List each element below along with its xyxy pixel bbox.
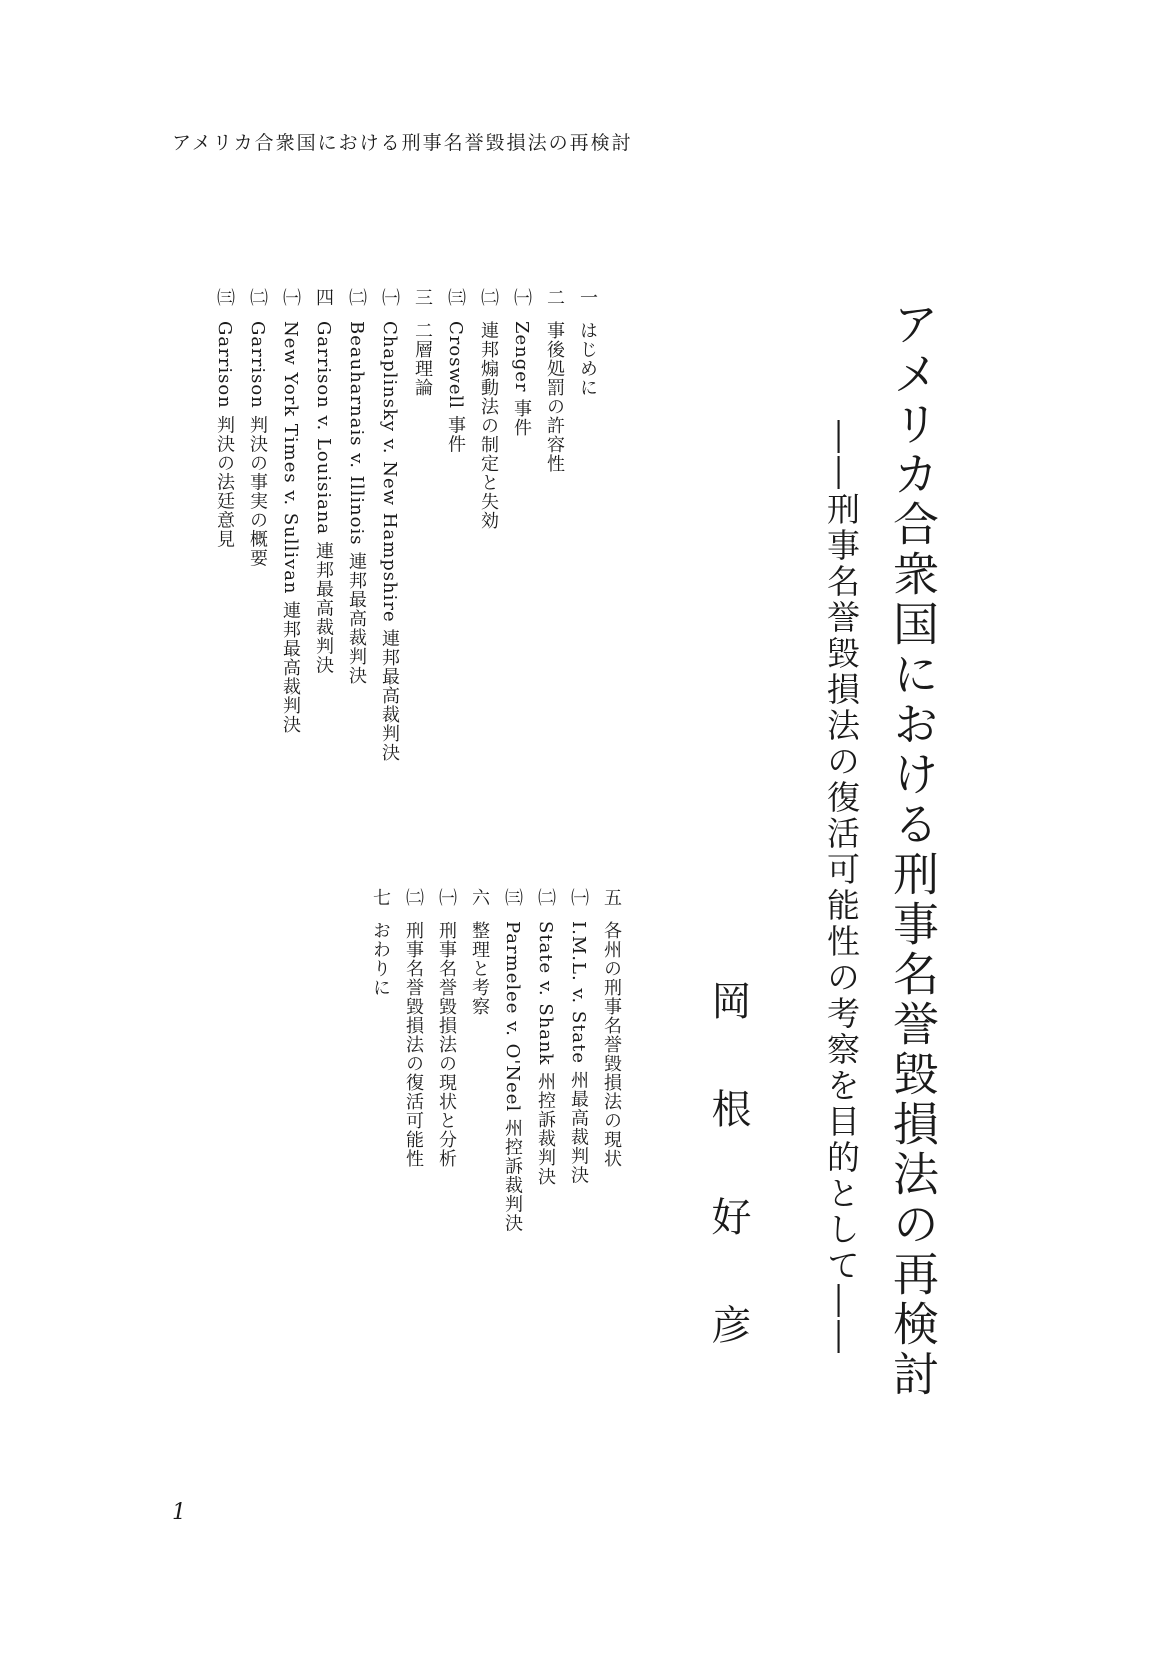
toc-text: 事後処罰の許容性 — [544, 321, 565, 473]
toc-entry — [534, 288, 567, 762]
toc-number: ㈠ — [436, 888, 457, 907]
toc-entry — [303, 288, 336, 762]
toc-entry — [204, 288, 237, 762]
toc-text: 刑事名誉毀損法の復活可能性 — [403, 921, 424, 1168]
toc-entry — [360, 888, 393, 1233]
toc-text: Garrison 判決の法廷意見 — [214, 321, 235, 549]
toc-text: State v. Shank 州控訴裁判決 — [535, 921, 556, 1187]
table-of-contents-part-1 — [204, 288, 600, 762]
toc-number: ㈡ — [403, 888, 424, 907]
toc-number: ㈢ — [445, 288, 466, 307]
article-title: アメリカ合衆国における刑事名誉毀損法の再検討 — [886, 300, 940, 1400]
toc-text: Garrison 判決の事実の概要 — [247, 321, 268, 568]
toc-number: ㈠ — [511, 288, 532, 307]
author-name: 岡根好彦 — [705, 980, 751, 1412]
toc-entry — [369, 288, 402, 762]
toc-entry — [270, 288, 303, 762]
toc-number: ㈠ — [379, 288, 400, 307]
toc-text: 刑事名誉毀損法の現状と分析 — [436, 921, 457, 1168]
toc-text: Parmelee v. O'Neel 州控訴裁判決 — [502, 921, 523, 1233]
toc-text: はじめに — [577, 321, 598, 397]
toc-entry — [492, 888, 525, 1233]
toc-number: ㈠ — [280, 288, 301, 307]
toc-text: New York Times v. Sullivan 連邦最高裁判決 — [280, 321, 301, 735]
toc-number: ㈡ — [535, 888, 556, 907]
toc-entry — [525, 888, 558, 1233]
toc-text: 二層理論 — [412, 321, 433, 397]
toc-text: I.M.L. v. State 州最高裁判決 — [568, 921, 589, 1185]
toc-number: 二 — [544, 288, 565, 307]
toc-entry — [393, 888, 426, 1233]
toc-entry — [402, 288, 435, 762]
toc-number: 七 — [370, 888, 391, 907]
table-of-contents-part-2 — [360, 888, 624, 1233]
toc-number: ㈢ — [214, 288, 235, 307]
toc-text: 各州の刑事名誉毀損法の現状 — [601, 921, 622, 1168]
toc-entry — [501, 288, 534, 762]
toc-entry — [435, 288, 468, 762]
toc-number: ㈡ — [346, 288, 367, 307]
article-subtitle: ――刑事名誉毀損法の復活可能性の考察を目的として―― — [822, 420, 861, 1356]
toc-entry — [336, 288, 369, 762]
toc-text: Zenger 事件 — [511, 321, 532, 438]
toc-entry — [237, 288, 270, 762]
toc-text: 連邦煽動法の制定と失効 — [478, 321, 499, 530]
toc-entry — [459, 888, 492, 1233]
toc-number: 一 — [577, 288, 598, 307]
toc-number: 三 — [412, 288, 433, 307]
toc-text: 整理と考察 — [469, 921, 490, 1016]
toc-number: 四 — [313, 288, 334, 307]
toc-text: Chaplinsky v. New Hampshire 連邦最高裁判決 — [379, 321, 400, 763]
toc-entry — [591, 888, 624, 1233]
toc-text: Croswell 事件 — [445, 321, 466, 454]
page-number: 1 — [172, 1500, 186, 1525]
toc-number: ㈡ — [478, 288, 499, 307]
toc-entry — [468, 288, 501, 762]
toc-number: ㈢ — [502, 888, 523, 907]
toc-number: ㈡ — [247, 288, 268, 307]
toc-entry — [567, 288, 600, 762]
toc-number: 六 — [469, 888, 490, 907]
toc-text: Beauharnais v. Illinois 連邦最高裁判決 — [346, 321, 367, 686]
running-head: アメリカ合衆国における刑事名誉毀損法の再検討 — [172, 132, 633, 154]
toc-text: おわりに — [370, 921, 391, 997]
toc-text: Garrison v. Louisiana 連邦最高裁判決 — [313, 321, 334, 675]
toc-number: 五 — [601, 888, 622, 907]
toc-number: ㈠ — [568, 888, 589, 907]
toc-entry — [558, 888, 591, 1233]
toc-entry — [426, 888, 459, 1233]
